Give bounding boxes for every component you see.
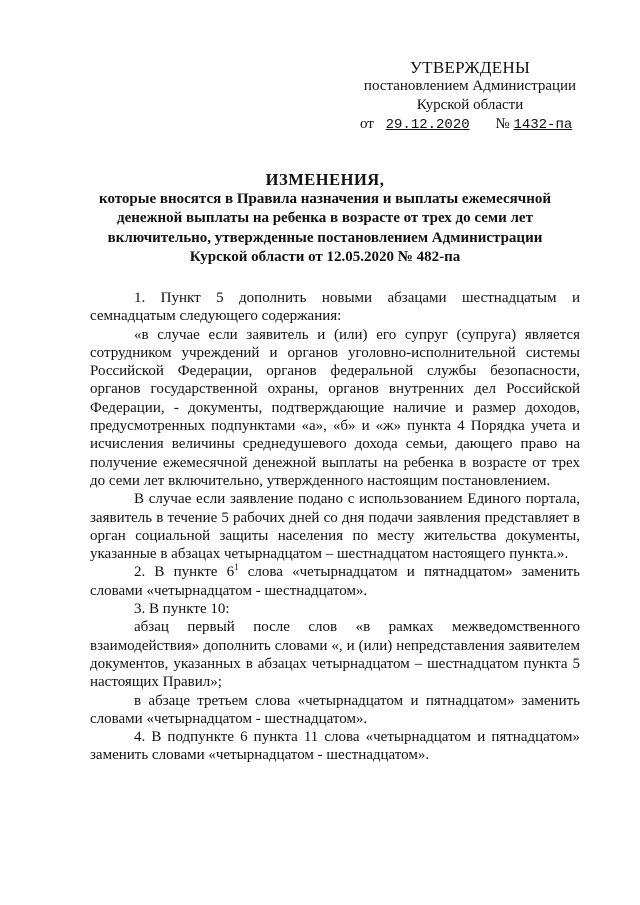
paragraph-2: «в случае если заявитель и (или) его супруг (супруга) является сотрудником учреждений и органов уголовно-исполнительной системы Российской Федерации, органов федеральной службы безопасности, органов государственной охраны, органов внутренних дел Российской Федерации, - документы, подтверждающие наличие и размер доходов, предусмотренных подпунктами «а», «б» и «ж» пункта 4 Порядка учета и исчисления величины среднедушевого дохода семьи, дающего право на получение ежемесячной денежной выплаты на ребенка в возрасте от трех до семи лет включительно, утвержденного настоящим постановлением. (90, 326, 580, 489)
paragraph-4-end: слова «четырнадцатом и пятнадцатом» заменить словами «четырнадцатом - шестнадцатом». (90, 564, 580, 599)
date-prefix: от (360, 116, 374, 132)
paragraph-3: В случае если заявление подано с использованием Единого портала, заявитель в течение 5 рабочих дней со дня подачи заявления представляет в орган социальной защиты населения по месту жительства документы, указанные в абзацах четырнадцатом – шестнадцатом настоящего пункта.». (90, 491, 580, 563)
paragraph-4-start: 2. В пункте 6 (134, 564, 235, 581)
document-title: ИЗМЕНЕНИЯ, (265, 170, 385, 189)
paragraph-1: 1. Пункт 5 дополнить новыми абзацами шестнадцатым и семнадцатым следующего содержания: (90, 290, 580, 325)
approval-number: 1432-па (513, 117, 573, 133)
approval-line-2: Курской области (416, 97, 524, 113)
approval-date: 29.12.2020 (385, 117, 470, 133)
paragraph-7: в абзаце третьем слова «четырнадцатом и пятнадцатом» заменить словами «четырнадцатом - шестнадцатом». (90, 692, 580, 727)
document-title-block (90, 170, 560, 268)
document-body (90, 289, 580, 765)
paragraph-5: 3. В пункте 10: (134, 601, 230, 618)
approval-dateline (345, 115, 595, 135)
paragraph-8: 4. В подпункте 6 пункта 11 слова «четырнадцатом и пятнадцатом» заменить словами «четырнадцатом - шестнадцатом». (90, 729, 580, 764)
paragraph-4 (90, 563, 580, 600)
number-prefix: № (495, 116, 510, 132)
paragraph-6: абзац первый после слов «в рамках межведомственного взаимодействия» дополнить словами «, и (или) непредставления заявителем документов, указанных в абзацах четырнадцатом – шестнадцатом пункта 5 настоящих Правил»; (90, 619, 580, 691)
paragraph-4-superscript: 1 (234, 562, 239, 573)
approval-heading: УТВЕРЖДЕНЫ (409, 58, 531, 77)
approval-stamp (345, 58, 595, 135)
approval-line-1: постановлением Администрации (363, 78, 577, 94)
document-subtitle: которые вносятся в Правила назначения и выплаты ежемесячной денежной выплаты на ребенка в возрасте от трех до семи лет включительно, утвержденные постановлением Администрации Курской области от 12.05.2020 № 482-па (99, 190, 551, 265)
